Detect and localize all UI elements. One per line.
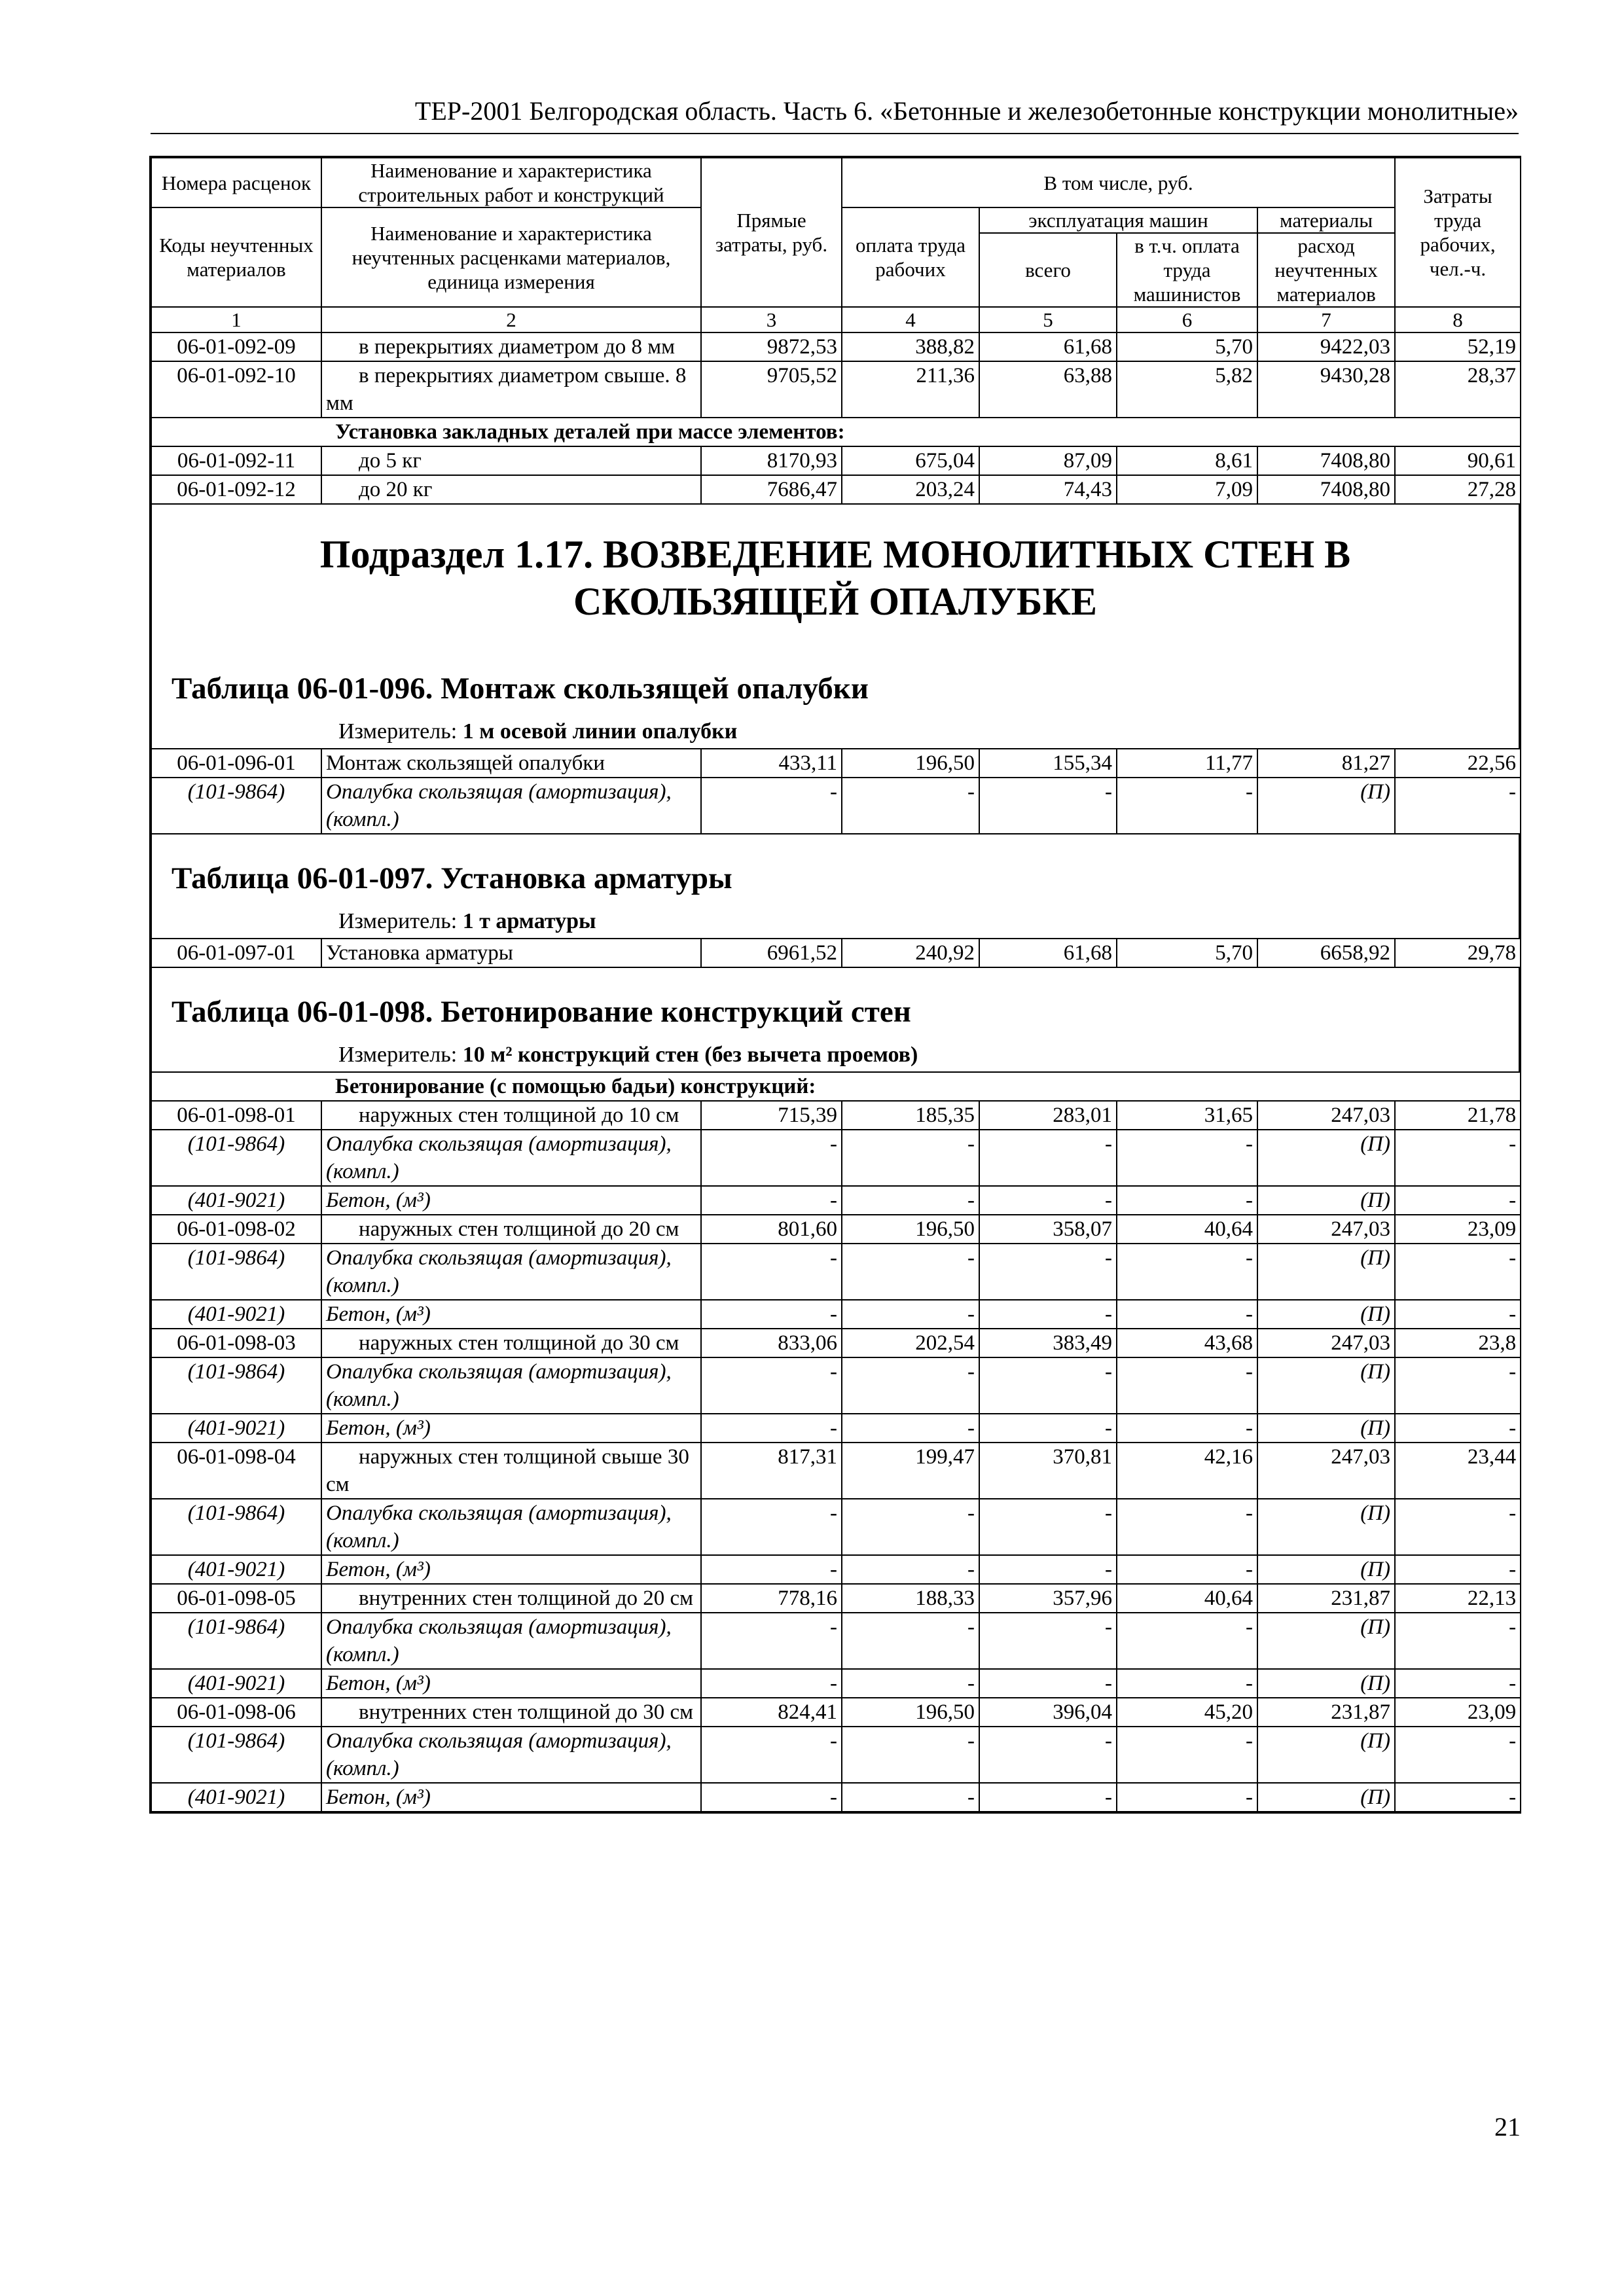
table-097-title: Таблица 06-01-097. Установка арматуры (171, 861, 732, 895)
material-code: (401-9021) (151, 1300, 321, 1329)
table-row (151, 1215, 1521, 1244)
rate-name: Монтаж скользящей опалубки (321, 749, 701, 778)
material-row (151, 1555, 1521, 1584)
material-name: Бетон, (м³) (321, 1669, 701, 1698)
value-cell: - (1117, 1727, 1257, 1783)
table-092-rows-2 (151, 446, 1521, 504)
material-name: Опалубка скользящая (амортизация), (компл.) (321, 1499, 701, 1555)
value-cell: - (1117, 778, 1257, 834)
value-cell: 5,70 (1117, 332, 1257, 361)
value-cell: 7,09 (1117, 475, 1257, 504)
rate-name: внутренних стен толщиной до 30 см (321, 1698, 701, 1727)
value-cell: - (979, 1783, 1117, 1812)
rate-code: 06-01-097-01 (151, 939, 321, 967)
value-cell: - (1117, 1499, 1257, 1555)
value-cell: - (701, 1783, 842, 1812)
value-cell: - (1395, 1357, 1521, 1414)
col3-header: Прямые затраты, руб. (701, 158, 842, 307)
column-numbers-row (151, 307, 1521, 332)
value-cell: 9430,28 (1257, 361, 1395, 418)
value-cell: - (1395, 1669, 1521, 1698)
value-cell: - (701, 1130, 842, 1186)
value-cell: 824,41 (701, 1698, 842, 1727)
rate-code: 06-01-098-01 (151, 1101, 321, 1130)
value-cell: 90,61 (1395, 446, 1521, 475)
value-cell: 833,06 (701, 1329, 842, 1357)
rate-name: внутренних стен толщиной до 20 см (321, 1584, 701, 1613)
value-cell: - (979, 1357, 1117, 1414)
value-cell: - (842, 1669, 979, 1698)
material-row (151, 1783, 1521, 1812)
value-cell: 247,03 (1257, 1101, 1395, 1130)
value-cell: 358,07 (979, 1215, 1117, 1244)
value-cell: (П) (1257, 1130, 1395, 1186)
value-cell: 196,50 (842, 749, 979, 778)
column-number: 8 (1395, 307, 1521, 332)
value-cell: - (842, 1414, 979, 1443)
rate-code: 06-01-092-12 (151, 475, 321, 504)
unit-label: Измеритель: (338, 719, 458, 744)
value-cell: 383,49 (979, 1329, 1117, 1357)
value-cell: 199,47 (842, 1443, 979, 1499)
material-code: (401-9021) (151, 1414, 321, 1443)
value-cell: - (1117, 1414, 1257, 1443)
rate-code: 06-01-098-03 (151, 1329, 321, 1357)
value-cell: 87,09 (979, 446, 1117, 475)
value-cell: - (1395, 1613, 1521, 1669)
table-row (151, 1443, 1521, 1499)
value-cell: (П) (1257, 1300, 1395, 1329)
value-cell: - (842, 1186, 979, 1215)
value-cell: 63,88 (979, 361, 1117, 418)
value-cell: 188,33 (842, 1584, 979, 1613)
value-cell: 22,56 (1395, 749, 1521, 778)
value-cell: - (1395, 1130, 1521, 1186)
value-cell: 7408,80 (1257, 475, 1395, 504)
value-cell: - (1395, 1783, 1521, 1812)
value-cell: - (701, 778, 842, 834)
value-cell: - (979, 1186, 1117, 1215)
value-cell: 231,87 (1257, 1698, 1395, 1727)
value-cell: - (1117, 1555, 1257, 1584)
rates-table-container (149, 156, 1521, 1814)
incl-header: В том числе, руб. (842, 158, 1395, 207)
unit-label: Измеритель: (338, 909, 458, 933)
col2-bottom-header: Наименование и характеристика неучтенных расценками материалов, единица измерения (321, 207, 701, 307)
table-row (151, 446, 1521, 475)
unit-label: Измеритель: (338, 1043, 458, 1067)
material-row (151, 1414, 1521, 1443)
value-cell: - (1395, 1555, 1521, 1584)
rates-table (151, 157, 1521, 505)
unit-value: 10 м² конструкций стен (без вычета проемов) (462, 1043, 918, 1067)
material-code: (101-9864) (151, 1357, 321, 1414)
machines-header: эксплуатация машин (979, 207, 1257, 233)
page-number: 21 (1494, 2112, 1521, 2142)
value-cell: 23,09 (1395, 1698, 1521, 1727)
value-cell: 29,78 (1395, 939, 1521, 967)
value-cell: 396,04 (979, 1698, 1117, 1727)
value-cell: - (701, 1300, 842, 1329)
value-cell: - (842, 1357, 979, 1414)
value-cell: - (1117, 1783, 1257, 1812)
value-cell: - (1395, 778, 1521, 834)
material-code: (401-9021) (151, 1669, 321, 1698)
table-096-unit (152, 713, 1519, 748)
rate-code: 06-01-092-10 (151, 361, 321, 418)
column-number: 6 (1117, 307, 1257, 332)
value-cell: 22,13 (1395, 1584, 1521, 1613)
value-cell: - (1117, 1130, 1257, 1186)
value-cell: 9705,52 (701, 361, 842, 418)
value-cell: 31,65 (1117, 1101, 1257, 1130)
material-row (151, 1499, 1521, 1555)
value-cell: 6658,92 (1257, 939, 1395, 967)
col5-header: всего (979, 233, 1117, 307)
value-cell: - (979, 1300, 1117, 1329)
value-cell: (П) (1257, 1613, 1395, 1669)
value-cell: 203,24 (842, 475, 979, 504)
rate-code: 06-01-098-04 (151, 1443, 321, 1499)
value-cell: - (979, 1130, 1117, 1186)
table-row (151, 332, 1521, 361)
value-cell: - (1117, 1300, 1257, 1329)
value-cell: 388,82 (842, 332, 979, 361)
rate-name: в перекрытиях диаметром до 8 мм (321, 332, 701, 361)
value-cell: - (701, 1555, 842, 1584)
value-cell: 28,37 (1395, 361, 1521, 418)
value-cell: 61,68 (979, 939, 1117, 967)
material-row (151, 1357, 1521, 1414)
material-code: (101-9864) (151, 778, 321, 834)
section-title: Установка закладных деталей при массе элементов: (151, 418, 1521, 446)
value-cell: 370,81 (979, 1443, 1117, 1499)
rate-name: наружных стен толщиной свыше 30 см (321, 1443, 701, 1499)
value-cell: 8,61 (1117, 446, 1257, 475)
value-cell: (П) (1257, 1414, 1395, 1443)
value-cell: - (979, 1727, 1117, 1783)
table-098 (151, 1071, 1521, 1812)
value-cell: - (701, 1357, 842, 1414)
header-rule (151, 133, 1519, 134)
value-cell: - (1395, 1727, 1521, 1783)
column-number: 4 (842, 307, 979, 332)
value-cell: 23,44 (1395, 1443, 1521, 1499)
table-096 (151, 748, 1521, 834)
material-row (151, 1727, 1521, 1783)
value-cell: - (979, 1669, 1117, 1698)
value-cell: 357,96 (979, 1584, 1117, 1613)
material-code: (101-9864) (151, 1727, 321, 1783)
material-row (151, 1130, 1521, 1186)
table-098-block (151, 968, 1520, 1071)
material-code: (401-9021) (151, 1186, 321, 1215)
material-code: (101-9864) (151, 1130, 321, 1186)
value-cell: 21,78 (1395, 1101, 1521, 1130)
value-cell: - (701, 1613, 842, 1669)
col1-bottom-header: Коды неучтенных материалов (151, 207, 321, 307)
rate-code: 06-01-092-11 (151, 446, 321, 475)
material-code: (101-9864) (151, 1244, 321, 1300)
value-cell: - (1117, 1186, 1257, 1215)
value-cell: (П) (1257, 1727, 1395, 1783)
value-cell: 778,16 (701, 1584, 842, 1613)
value-cell: (П) (1257, 1555, 1395, 1584)
value-cell: - (701, 1244, 842, 1300)
value-cell: - (979, 778, 1117, 834)
rate-name: Установка арматуры (321, 939, 701, 967)
value-cell: - (842, 1130, 979, 1186)
value-cell: 247,03 (1257, 1215, 1395, 1244)
material-name: Бетон, (м³) (321, 1555, 701, 1584)
value-cell: 11,77 (1117, 749, 1257, 778)
value-cell: 211,36 (842, 361, 979, 418)
material-name: Опалубка скользящая (амортизация), (компл.) (321, 1613, 701, 1669)
material-name: Бетон, (м³) (321, 1414, 701, 1443)
section-row (151, 1072, 1521, 1101)
value-cell: 52,19 (1395, 332, 1521, 361)
material-name: Опалубка скользящая (амортизация), (компл.) (321, 778, 701, 834)
value-cell: - (842, 778, 979, 834)
value-cell: (П) (1257, 778, 1395, 834)
value-cell: - (979, 1613, 1117, 1669)
material-code: (401-9021) (151, 1555, 321, 1584)
value-cell: 196,50 (842, 1698, 979, 1727)
value-cell: 61,68 (979, 332, 1117, 361)
value-cell: - (979, 1499, 1117, 1555)
header-title: ТЕР-2001 Белгородская область. Часть 6. «Бетонные и железобетонные конструкции монолитные» (414, 96, 1519, 126)
value-cell: 801,60 (701, 1215, 842, 1244)
column-number: 1 (151, 307, 321, 332)
material-row (151, 1669, 1521, 1698)
value-cell: - (1395, 1244, 1521, 1300)
value-cell: - (701, 1727, 842, 1783)
material-row (151, 1300, 1521, 1329)
rate-name: до 5 кг (321, 446, 701, 475)
value-cell: 433,11 (701, 749, 842, 778)
value-cell: 40,64 (1117, 1215, 1257, 1244)
value-cell: 6961,52 (701, 939, 842, 967)
value-cell: 23,09 (1395, 1215, 1521, 1244)
material-code: (401-9021) (151, 1783, 321, 1812)
material-row (151, 1244, 1521, 1300)
table-097-unit (152, 903, 1519, 938)
value-cell: - (842, 1499, 979, 1555)
value-cell: 715,39 (701, 1101, 842, 1130)
table-097 (151, 938, 1521, 968)
table-row (151, 939, 1521, 967)
material-name: Опалубка скользящая (амортизация), (компл.) (321, 1727, 701, 1783)
value-cell: 247,03 (1257, 1329, 1395, 1357)
value-cell: - (979, 1555, 1117, 1584)
value-cell: - (842, 1300, 979, 1329)
table-row (151, 1329, 1521, 1357)
table-row (151, 1584, 1521, 1613)
value-cell: - (1395, 1186, 1521, 1215)
rate-name: наружных стен толщиной до 20 см (321, 1215, 701, 1244)
value-cell: - (701, 1669, 842, 1698)
table-098-rows (151, 1101, 1521, 1812)
value-cell: - (1117, 1669, 1257, 1698)
value-cell: - (842, 1555, 979, 1584)
value-cell: - (979, 1414, 1117, 1443)
col2-top-header: Наименование и характеристика строительных работ и конструкций (321, 158, 701, 207)
value-cell: - (701, 1414, 842, 1443)
table-row (151, 361, 1521, 418)
value-cell: 7686,47 (701, 475, 842, 504)
material-code: (101-9864) (151, 1499, 321, 1555)
column-number: 7 (1257, 307, 1395, 332)
rate-code: 06-01-098-05 (151, 1584, 321, 1613)
value-cell: - (979, 1244, 1117, 1300)
value-cell: 42,16 (1117, 1443, 1257, 1499)
value-cell: 43,68 (1117, 1329, 1257, 1357)
material-name: Бетон, (м³) (321, 1186, 701, 1215)
value-cell: 5,70 (1117, 939, 1257, 967)
value-cell: 9422,03 (1257, 332, 1395, 361)
material-name: Опалубка скользящая (амортизация), (компл.) (321, 1244, 701, 1300)
value-cell: 283,01 (979, 1101, 1117, 1130)
column-number: 2 (321, 307, 701, 332)
material-name: Бетон, (м³) (321, 1300, 701, 1329)
table-096-title: Таблица 06-01-096. Монтаж скользящей опалубки (171, 672, 869, 706)
value-cell: - (1117, 1244, 1257, 1300)
value-cell: 74,43 (979, 475, 1117, 504)
value-cell: 202,54 (842, 1329, 979, 1357)
page-header (151, 92, 1519, 134)
material-name: Опалубка скользящая (амортизация), (компл.) (321, 1357, 701, 1414)
value-cell: 45,20 (1117, 1698, 1257, 1727)
value-cell: 155,34 (979, 749, 1117, 778)
value-cell: (П) (1257, 1783, 1395, 1812)
table-097-block (151, 834, 1520, 938)
value-cell: - (842, 1613, 979, 1669)
value-cell: 23,8 (1395, 1329, 1521, 1357)
value-cell: 196,50 (842, 1215, 979, 1244)
table-row (151, 475, 1521, 504)
value-cell: 247,03 (1257, 1443, 1395, 1499)
value-cell: 817,31 (701, 1443, 842, 1499)
table-row (151, 749, 1521, 778)
value-cell: 231,87 (1257, 1584, 1395, 1613)
value-cell: 81,27 (1257, 749, 1395, 778)
value-cell: 7408,80 (1257, 446, 1395, 475)
value-cell: 185,35 (842, 1101, 979, 1130)
value-cell: - (701, 1499, 842, 1555)
material-name: Опалубка скользящая (амортизация), (компл.) (321, 1130, 701, 1186)
value-cell: - (1395, 1499, 1521, 1555)
value-cell: - (1117, 1357, 1257, 1414)
value-cell: (П) (1257, 1357, 1395, 1414)
col1-top-header: Номера расценок (151, 158, 321, 207)
material-row (151, 1186, 1521, 1215)
table-092-rows (151, 332, 1521, 418)
col7-header: расход неучтенных материалов (1257, 233, 1395, 307)
value-cell: (П) (1257, 1186, 1395, 1215)
rate-code: 06-01-098-02 (151, 1215, 321, 1244)
material-row (151, 778, 1521, 834)
subsection-block (151, 505, 1520, 748)
material-row (151, 1613, 1521, 1669)
col8-header: Затраты труда рабочих, чел.-ч. (1395, 158, 1521, 307)
value-cell: - (842, 1727, 979, 1783)
rate-code: 06-01-092-09 (151, 332, 321, 361)
rate-name: наружных стен толщиной до 30 см (321, 1329, 701, 1357)
rate-code: 06-01-096-01 (151, 749, 321, 778)
value-cell: 8170,93 (701, 446, 842, 475)
value-cell: - (1395, 1414, 1521, 1443)
value-cell: 240,92 (842, 939, 979, 967)
col6-header: в т.ч. оплата труда машинистов (1117, 233, 1257, 307)
table-098-unit (152, 1036, 1519, 1071)
section-title: Бетонирование (с помощью бадьи) конструкций: (151, 1072, 1521, 1101)
value-cell: 9872,53 (701, 332, 842, 361)
value-cell: - (1395, 1300, 1521, 1329)
value-cell: 40,64 (1117, 1584, 1257, 1613)
rate-name: в перекрытиях диаметром свыше. 8 мм (321, 361, 701, 418)
value-cell: - (701, 1186, 842, 1215)
value-cell: (П) (1257, 1244, 1395, 1300)
column-number: 3 (701, 307, 842, 332)
value-cell: 5,82 (1117, 361, 1257, 418)
column-number: 5 (979, 307, 1117, 332)
material-name: Бетон, (м³) (321, 1783, 701, 1812)
table-098-title: Таблица 06-01-098. Бетонирование конструкций стен (171, 995, 911, 1029)
value-cell: (П) (1257, 1499, 1395, 1555)
rate-name: до 20 кг (321, 475, 701, 504)
section-row (151, 418, 1521, 446)
value-cell: - (842, 1783, 979, 1812)
value-cell: - (842, 1244, 979, 1300)
value-cell: - (1117, 1613, 1257, 1669)
material-code: (101-9864) (151, 1613, 321, 1669)
table-row (151, 1101, 1521, 1130)
value-cell: 27,28 (1395, 475, 1521, 504)
subsection-title: Подраздел 1.17. ВОЗВЕДЕНИЕ МОНОЛИТНЫХ СТЕН В СКОЛЬЗЯЩЕЙ ОПАЛУБКЕ (319, 533, 1351, 623)
unit-value: 1 м осевой линии опалубки (462, 719, 738, 744)
value-cell: 675,04 (842, 446, 979, 475)
unit-value: 1 т арматуры (462, 909, 596, 933)
materials-header: материалы (1257, 207, 1395, 233)
rate-code: 06-01-098-06 (151, 1698, 321, 1727)
value-cell: (П) (1257, 1669, 1395, 1698)
col4-header: оплата труда рабочих (842, 207, 979, 307)
rate-name: наружных стен толщиной до 10 см (321, 1101, 701, 1130)
table-row (151, 1698, 1521, 1727)
